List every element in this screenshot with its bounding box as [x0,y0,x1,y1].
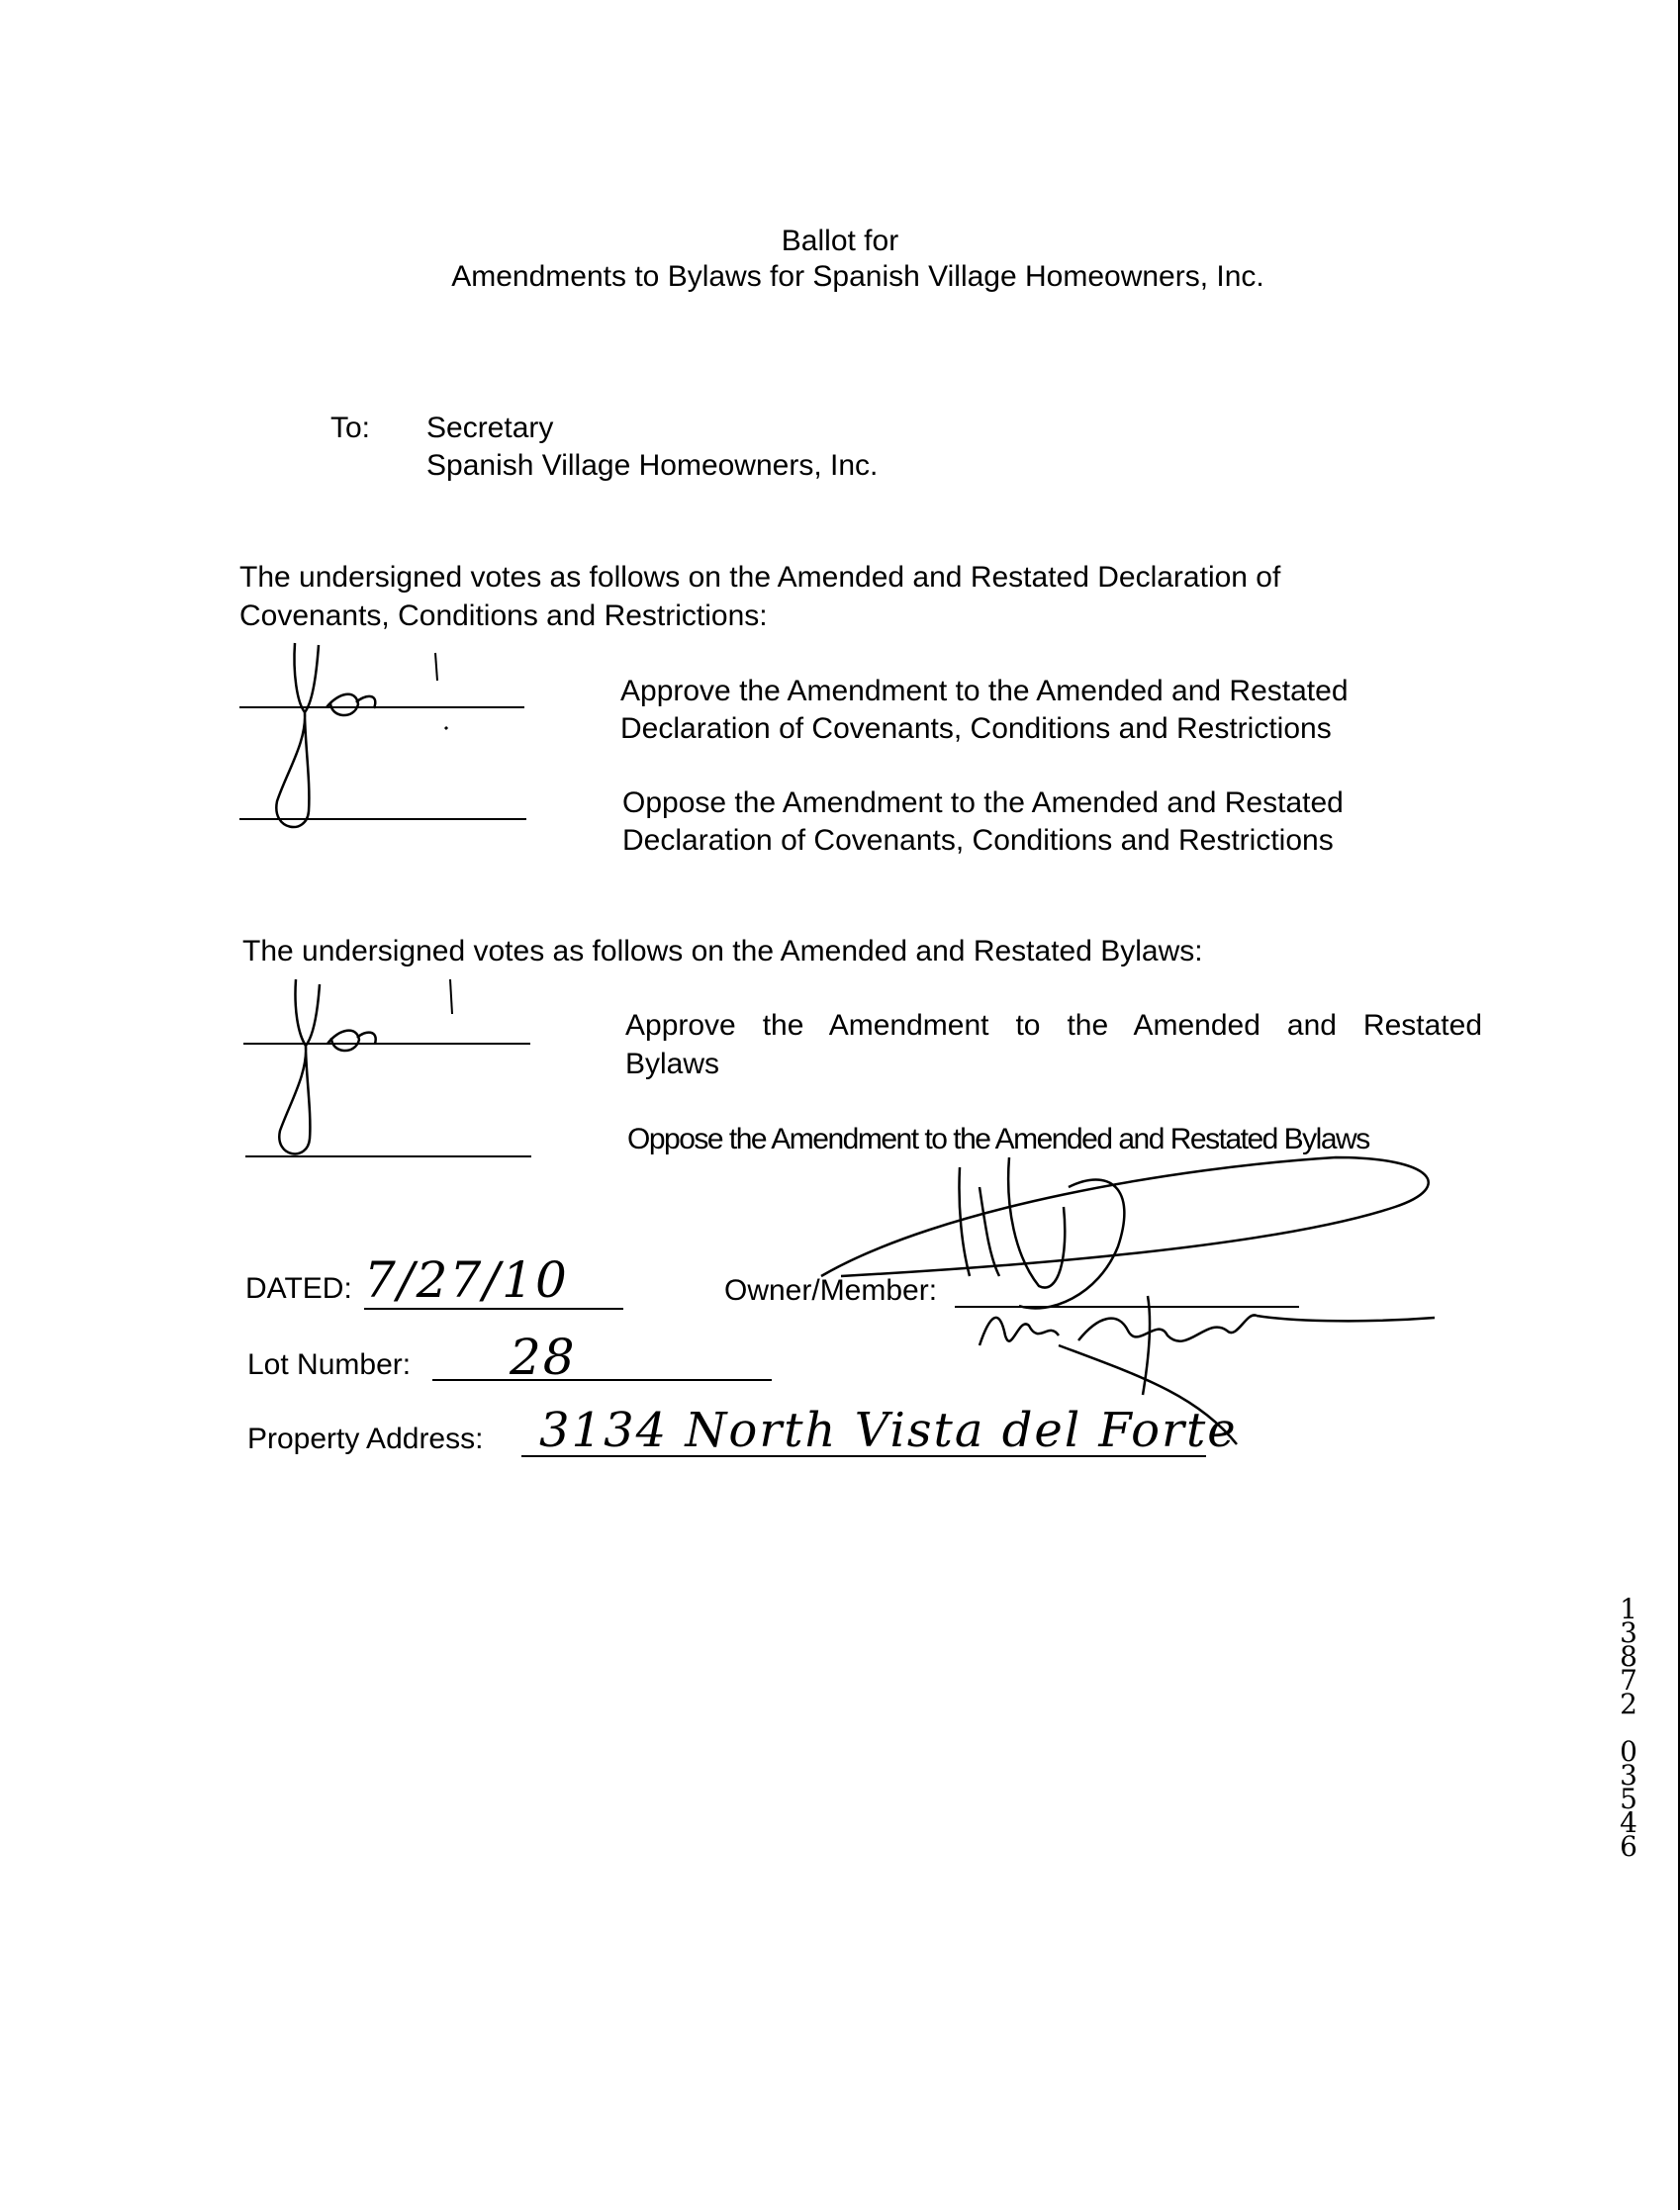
section1-approve-line-2: Declaration of Covenants, Conditions and Restrictions [620,712,1332,745]
section1-oppose-line-1: Oppose the Amendment to the Amended and Restated [622,786,1344,819]
document-stamp-number: 1 3 8 7 2 0 3 5 4 6 [1620,1593,1637,1863]
property-address-value: 3134 North Vista del Forte [539,1403,1238,1458]
owner-member-label: Owner/Member: [724,1274,938,1307]
section1-intro-line-1: The undersigned votes as follows on the Amended and Restated Declaration of [239,561,1281,594]
section2-approve-line-2: Bylaws [625,1048,720,1080]
section2-intro: The undersigned votes as follows on the Amended and Restated Bylaws: [242,935,1203,967]
lot-number-label: Lot Number: [247,1348,412,1381]
owner-signature [821,1148,1464,1464]
to-label: To: [330,412,371,444]
recipient-line-1: Secretary [426,412,554,444]
dated-blank[interactable] [364,1308,623,1310]
section1-oppose-line-2: Declaration of Covenants, Conditions and Restrictions [622,824,1334,857]
section1-yes-handwriting [247,633,445,841]
dated-label: DATED: [245,1272,352,1305]
dated-value: 7/27/10 [364,1251,569,1309]
recipient-line-2: Spanish Village Homeowners, Inc. [426,449,879,482]
title-line-1: Ballot for [781,225,899,257]
property-address-label: Property Address: [247,1423,484,1455]
section2-oppose-text: Oppose the Amendment to the Amended and Restated Bylaws [627,1123,1369,1155]
section1-intro-line-2: Covenants, Conditions and Restrictions: [239,599,768,632]
lot-number-value: 28 [510,1329,577,1386]
section2-approve-line-1: Approve the Amendment to the Amended and Restated [625,1009,1482,1042]
lot-number-blank[interactable] [432,1379,772,1381]
section2-yes-handwriting [252,974,450,1172]
section1-approve-line-1: Approve the Amendment to the Amended and Restated [620,675,1349,707]
title-line-2: Amendments to Bylaws for Spanish Village Homeowners, Inc. [451,260,1264,293]
